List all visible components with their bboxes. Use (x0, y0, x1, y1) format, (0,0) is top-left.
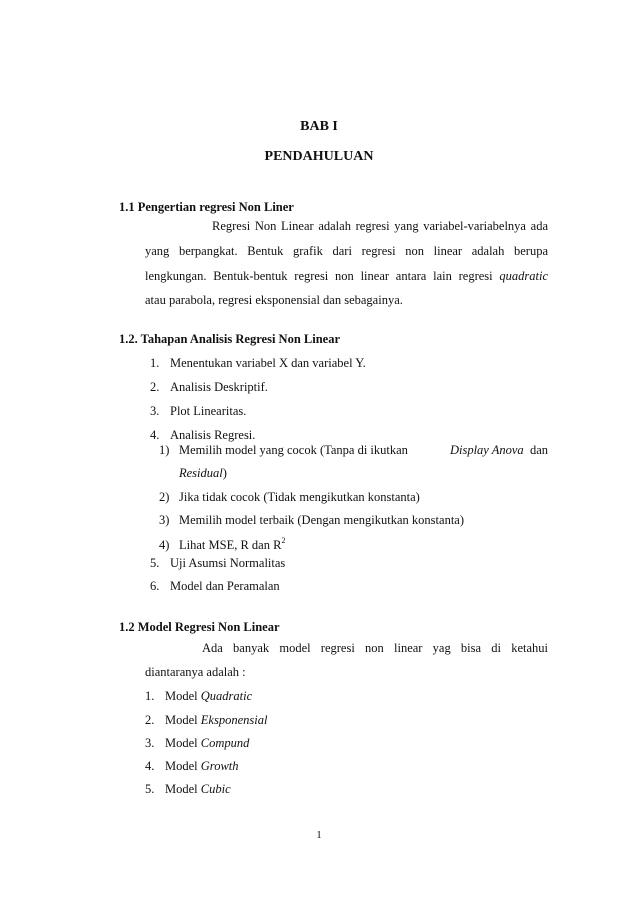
sub-list-item: 2) Jika tidak cocok (Tidak mengikutkan konstanta) (159, 490, 420, 504)
list-item: 1. Model Quadratic (145, 689, 253, 703)
list-item: 2. Analisis Deskriptif. (150, 380, 268, 394)
list-item: 5. Model Cubic (145, 782, 231, 796)
page-number: 1 (316, 829, 322, 841)
section-2-heading: 1.2. Tahapan Analisis Regresi Non Linear (119, 332, 341, 346)
section-1-line-4: atau parabola, regresi eksponensial dan sebagainya. (145, 293, 403, 307)
section-1-line-1: Regresi Non Linear adalah regresi yang variabel-variabelnya ada (212, 219, 548, 233)
list-item: 3. Model Compund (145, 736, 250, 750)
sub-list-item-continuation: Residual) (179, 466, 227, 480)
section-1-heading: 1.1 Pengertian regresi Non Liner (119, 200, 294, 214)
list-item: 4. Analisis Regresi. (150, 428, 256, 442)
section-1-line-3 (145, 268, 548, 284)
sub-list-item: 3) Memilih model terbaik (Dengan mengikutkan konstanta) (159, 513, 464, 527)
chapter-label: BAB I (300, 119, 338, 134)
list-item: 3. Plot Linearitas. (150, 404, 247, 418)
section-1-line-2: yang berpangkat. Bentuk grafik dari regresi non linear adalah berupa (145, 244, 548, 258)
chapter-title: PENDAHULUAN (264, 149, 374, 164)
superscript: 2 (281, 536, 286, 545)
section-3-line-2: diantaranya adalah : (145, 665, 246, 679)
section-1-line-3-italic: quadratic (499, 269, 549, 283)
list-item: 5. Uji Asumsi Normalitas (150, 556, 286, 570)
list-item: 6. Model dan Peramalan (150, 579, 280, 593)
list-item: 1. Menentukan variabel X dan variabel Y. (150, 356, 366, 370)
sub-list-item: 1) Memilih model yang cocok (Tanpa di ikutkan Display Anova dan (159, 443, 548, 457)
list-item: 2. Model Eksponensial (145, 713, 268, 727)
section-3-line-1: Ada banyak model regresi non linear yag bisa di ketahui (202, 641, 548, 655)
sub-list-item: 4) Lihat MSE, R dan $R^2$ (159, 536, 286, 552)
section-1-line-3-text: lengkungan. Bentuk-bentuk regresi non linear antara lain regresi (145, 269, 493, 283)
section-3-heading: 1.2 Model Regresi Non Linear (119, 620, 280, 634)
list-item: 4. Model Growth (145, 759, 239, 773)
